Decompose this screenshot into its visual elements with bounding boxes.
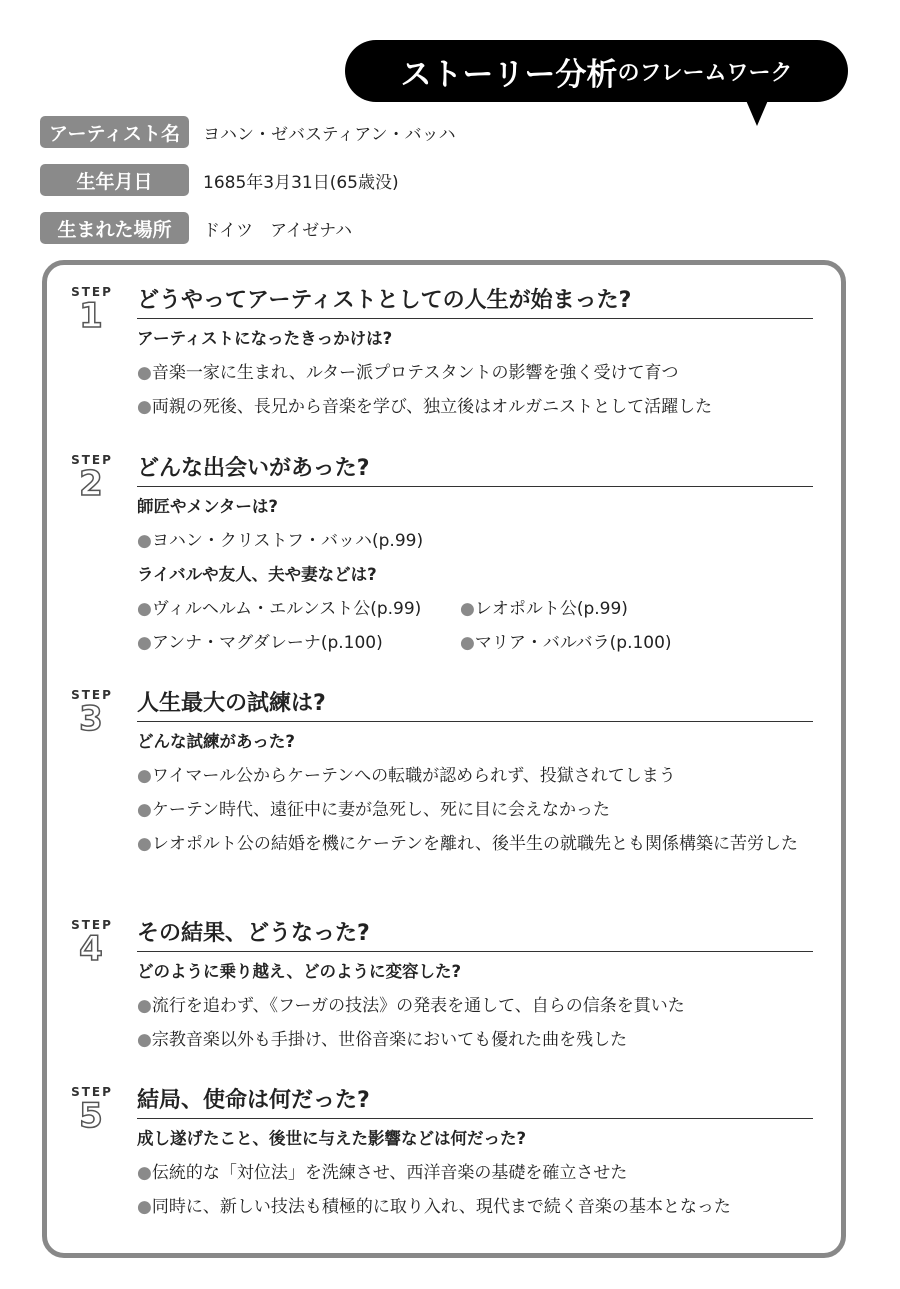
step-number: 3: [79, 699, 103, 739]
step-title: その結果、どうなった?: [137, 916, 813, 952]
bullet-item: [460, 633, 783, 667]
step-question: アーティストになったきっかけは?: [137, 329, 393, 348]
bullet-item: [137, 599, 460, 633]
info-birthdate: [40, 164, 399, 196]
bullet-icon: ●: [460, 633, 475, 653]
step-number: 2: [79, 464, 103, 504]
step-word: STEP: [71, 1085, 113, 1099]
step-label: [62, 688, 122, 739]
bullet-icon: ●: [137, 1197, 152, 1217]
bullet-text: ヨハン・クリストフ・バッハ(p.99): [151, 531, 424, 551]
info-artist: [40, 116, 456, 148]
bullet-text: レオポルト公の結婚を機にケーテンを離れ、後半生の就職先とも関係構築に苦労した: [151, 834, 799, 854]
bullet-item: [137, 800, 817, 834]
info-birthplace: [40, 212, 352, 244]
bullet-icon: ●: [137, 363, 152, 383]
bullet-icon: ●: [137, 599, 152, 619]
bullet-text: ワイマール公からケーテンへの転職が認められず、投獄されてしまう: [151, 766, 676, 786]
bullet-item: [137, 531, 817, 565]
step-number: 5: [79, 1096, 103, 1136]
step-question: どんな試練があった?: [137, 732, 295, 751]
step-question: どのように乗り越え、どのように変容した?: [137, 962, 462, 981]
bullet-text: 同時に、新しい技法も積極的に取り入れ、現代まで続く音楽の基本となった: [151, 1197, 731, 1217]
step-word: STEP: [71, 918, 113, 932]
step-label: [62, 918, 122, 969]
bullet-text: 流行を追わず、《フーガの技法》の発表を通して、自らの信条を貫いた: [151, 996, 685, 1016]
bullet-item: [137, 363, 817, 397]
bullet-item: [460, 599, 783, 633]
step-number: 1: [79, 296, 103, 336]
bullet-item: [137, 766, 817, 800]
title-sub: のフレームワーク: [617, 60, 793, 86]
bullet-icon: ●: [137, 800, 152, 820]
step-label: [62, 453, 122, 504]
step-label: [62, 285, 122, 336]
step-question: ライバルや友人、夫や妻などは?: [137, 565, 377, 584]
info-label: 生年月日: [40, 164, 189, 196]
bullet-item: [137, 633, 460, 667]
bullet-icon: ●: [137, 834, 152, 854]
bullet-item: [137, 1163, 817, 1197]
info-value: ヨハン・ゼバスティアン・バッハ: [203, 124, 456, 145]
step-word: STEP: [71, 285, 113, 299]
step-number: 4: [79, 929, 103, 969]
bullet-text: 両親の死後、長兄から音楽を学び、独立後はオルガニストとして活躍した: [151, 397, 713, 417]
step-question: 師匠やメンターは?: [137, 497, 278, 516]
step-title: 人生最大の試練は?: [137, 686, 813, 722]
bullet-item: [137, 830, 817, 858]
bullet-icon: ●: [460, 599, 475, 619]
info-value: ドイツ アイゼナハ: [203, 220, 353, 241]
step-title: どんな出会いがあった?: [137, 451, 813, 487]
bullet-text: マリア・バルバラ(p.100): [474, 633, 672, 653]
step-question: 成し遂げたこと、後世に与えた影響などは何だった?: [137, 1129, 527, 1148]
step-word: STEP: [71, 453, 113, 467]
bullet-text: レオポルト公(p.99): [474, 599, 628, 619]
bullet-icon: ●: [137, 766, 152, 786]
title-bubble: [345, 40, 848, 102]
bullet-icon: ●: [137, 1163, 152, 1183]
info-label: 生まれた場所: [40, 212, 189, 244]
bullet-item: [137, 397, 817, 431]
bubble-tail: [745, 98, 769, 126]
step-title: どうやってアーティストとしての人生が始まった?: [137, 283, 813, 319]
bullet-text: ヴィルヘルム・エルンスト公(p.99): [151, 599, 422, 619]
bullet-icon: ●: [137, 1030, 152, 1050]
bullet-icon: ●: [137, 397, 152, 417]
bullet-text: 音楽一家に生まれ、ルター派プロテスタントの影響を強く受けて育つ: [151, 363, 679, 383]
bullet-text: 伝統的な「対位法」を洗練させ、西洋音楽の基礎を確立させた: [151, 1163, 628, 1183]
title-main: ストーリー分析: [400, 56, 618, 93]
bullet-text: アンナ・マグダレーナ(p.100): [151, 633, 383, 653]
info-value: 1685年3月31日(65歳没): [203, 172, 399, 193]
bullet-item: [137, 1030, 817, 1064]
bullet-icon: ●: [137, 996, 152, 1016]
bullet-item: [137, 1197, 817, 1231]
info-label: アーティスト名: [40, 116, 189, 148]
bullet-icon: ●: [137, 633, 152, 653]
bullet-icon: ●: [137, 531, 152, 551]
step-word: STEP: [71, 688, 113, 702]
bullet-text: ケーテン時代、遠征中に妻が急死し、死に目に会えなかった: [151, 800, 610, 820]
step-label: [62, 1085, 122, 1136]
bullet-text: 宗教音楽以外も手掛け、世俗音楽においても優れた曲を残した: [151, 1030, 628, 1050]
step-title: 結局、使命は何だった?: [137, 1083, 813, 1119]
bullet-item: [137, 996, 817, 1030]
